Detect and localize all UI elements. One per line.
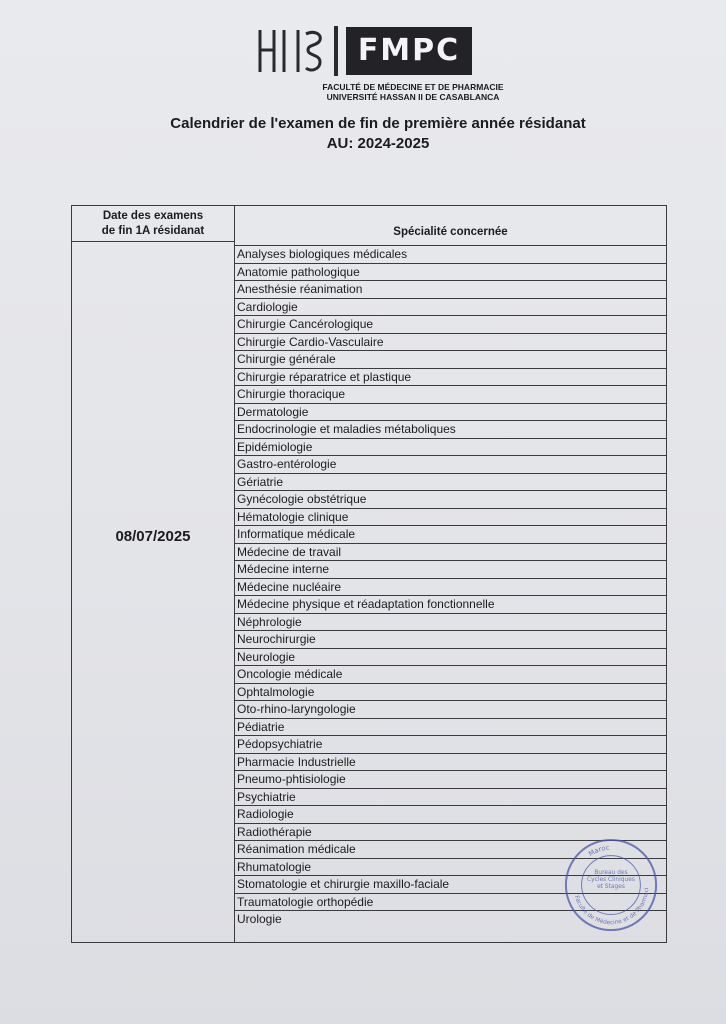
university-emblem-icon [254, 26, 326, 76]
specialty-row: Anatomie pathologique [235, 264, 666, 282]
logo [0, 26, 726, 76]
stamp-middle-text: Bureau des Cycles Cliniques et Stages [587, 869, 635, 890]
specialty-row: Oto-rhino-laryngologie [235, 701, 666, 719]
specialty-row: Neurochirurgie [235, 631, 666, 649]
specialty-row: Traumatologie orthopédie [235, 894, 666, 912]
specialty-row: Pédopsychiatrie [235, 736, 666, 754]
fmpc-logo-text: FMPC [346, 27, 472, 75]
specialty-row: Urologie [237, 912, 282, 926]
specialty-row: Chirurgie réparatrice et plastique [235, 369, 666, 387]
document-title: Calendrier de l'examen de fin de première année résidanat [170, 115, 586, 132]
specialty-row: Psychiatrie [235, 789, 666, 807]
specialty-row: Epidémiologie [235, 439, 666, 457]
specialty-row: Cardiologie [235, 299, 666, 317]
specialty-row: Radiologie [235, 806, 666, 824]
specialty-row: Chirurgie Cardio-Vasculaire [235, 334, 666, 352]
date-header-line-1: Date des examens [102, 210, 204, 222]
specialty-row: Chirurgie thoracique [235, 386, 666, 404]
specialty-row: Oncologie médicale [235, 666, 666, 684]
specialty-column-header: Spécialité concernée [235, 206, 666, 246]
specialty-row: Chirurgie Cancérologique [235, 316, 666, 334]
stamp-bottom-text: Faculté de Médecine et de Pharmaci [572, 887, 651, 927]
academic-year: AU: 2024-2025 [326, 135, 430, 152]
document-header [0, 26, 726, 154]
specialty-row: Pharmacie Industrielle [235, 754, 666, 772]
specialty-row: Médecine nucléaire [235, 579, 666, 597]
specialty-row: Neurologie [235, 649, 666, 667]
specialty-row: Néphrologie [235, 614, 666, 632]
specialty-row: Gynécologie obstétrique [235, 491, 666, 509]
specialty-list [235, 246, 666, 929]
exam-date: 08/07/2025 [115, 528, 191, 545]
specialty-row: Réanimation médicale [235, 841, 666, 859]
specialty-row: Hématologie clinique [235, 509, 666, 527]
specialty-row: Médecine de travail [235, 544, 666, 562]
specialty-row: Gériatrie [235, 474, 666, 492]
logo-separator [334, 26, 338, 76]
specialty-row: Pneumo-phtisiologie [235, 771, 666, 789]
specialty-row: Anesthésie réanimation [235, 281, 666, 299]
faculty-line-1: FACULTÉ DE MÉDECINE ET DE PHARMACIE [322, 82, 504, 92]
specialty-row: Gastro-entérologie [235, 456, 666, 474]
specialty-row: Médecine physique et réadaptation fonctionnelle [235, 596, 666, 614]
specialty-row: Rhumatologie [235, 859, 666, 877]
specialty-row: Stomatologie et chirurgie maxillo-faciale [235, 876, 666, 894]
date-header-line-2: de fin 1A résidanat [101, 225, 205, 237]
specialty-row: Endocrinologie et maladies métaboliques [235, 421, 666, 439]
exam-schedule-table [71, 205, 667, 943]
specialty-row: Informatique médicale [235, 526, 666, 544]
specialty-row: Ophtalmologie [235, 684, 666, 702]
date-column-header [72, 206, 234, 242]
official-stamp [562, 836, 660, 934]
faculty-name [0, 82, 726, 102]
specialty-row: Dermatologie [235, 404, 666, 422]
specialty-row: Chirurgie générale [235, 351, 666, 369]
specialty-row: Pédiatrie [235, 719, 666, 737]
faculty-line-2: UNIVERSITÉ HASSAN II DE CASABLANCA [326, 92, 500, 102]
specialty-row: Radiothérapie [235, 824, 666, 842]
stamp-top-text: Maroc [587, 843, 610, 859]
specialty-row: Analyses biologiques médicales [235, 246, 666, 264]
specialty-row: Médecine interne [235, 561, 666, 579]
